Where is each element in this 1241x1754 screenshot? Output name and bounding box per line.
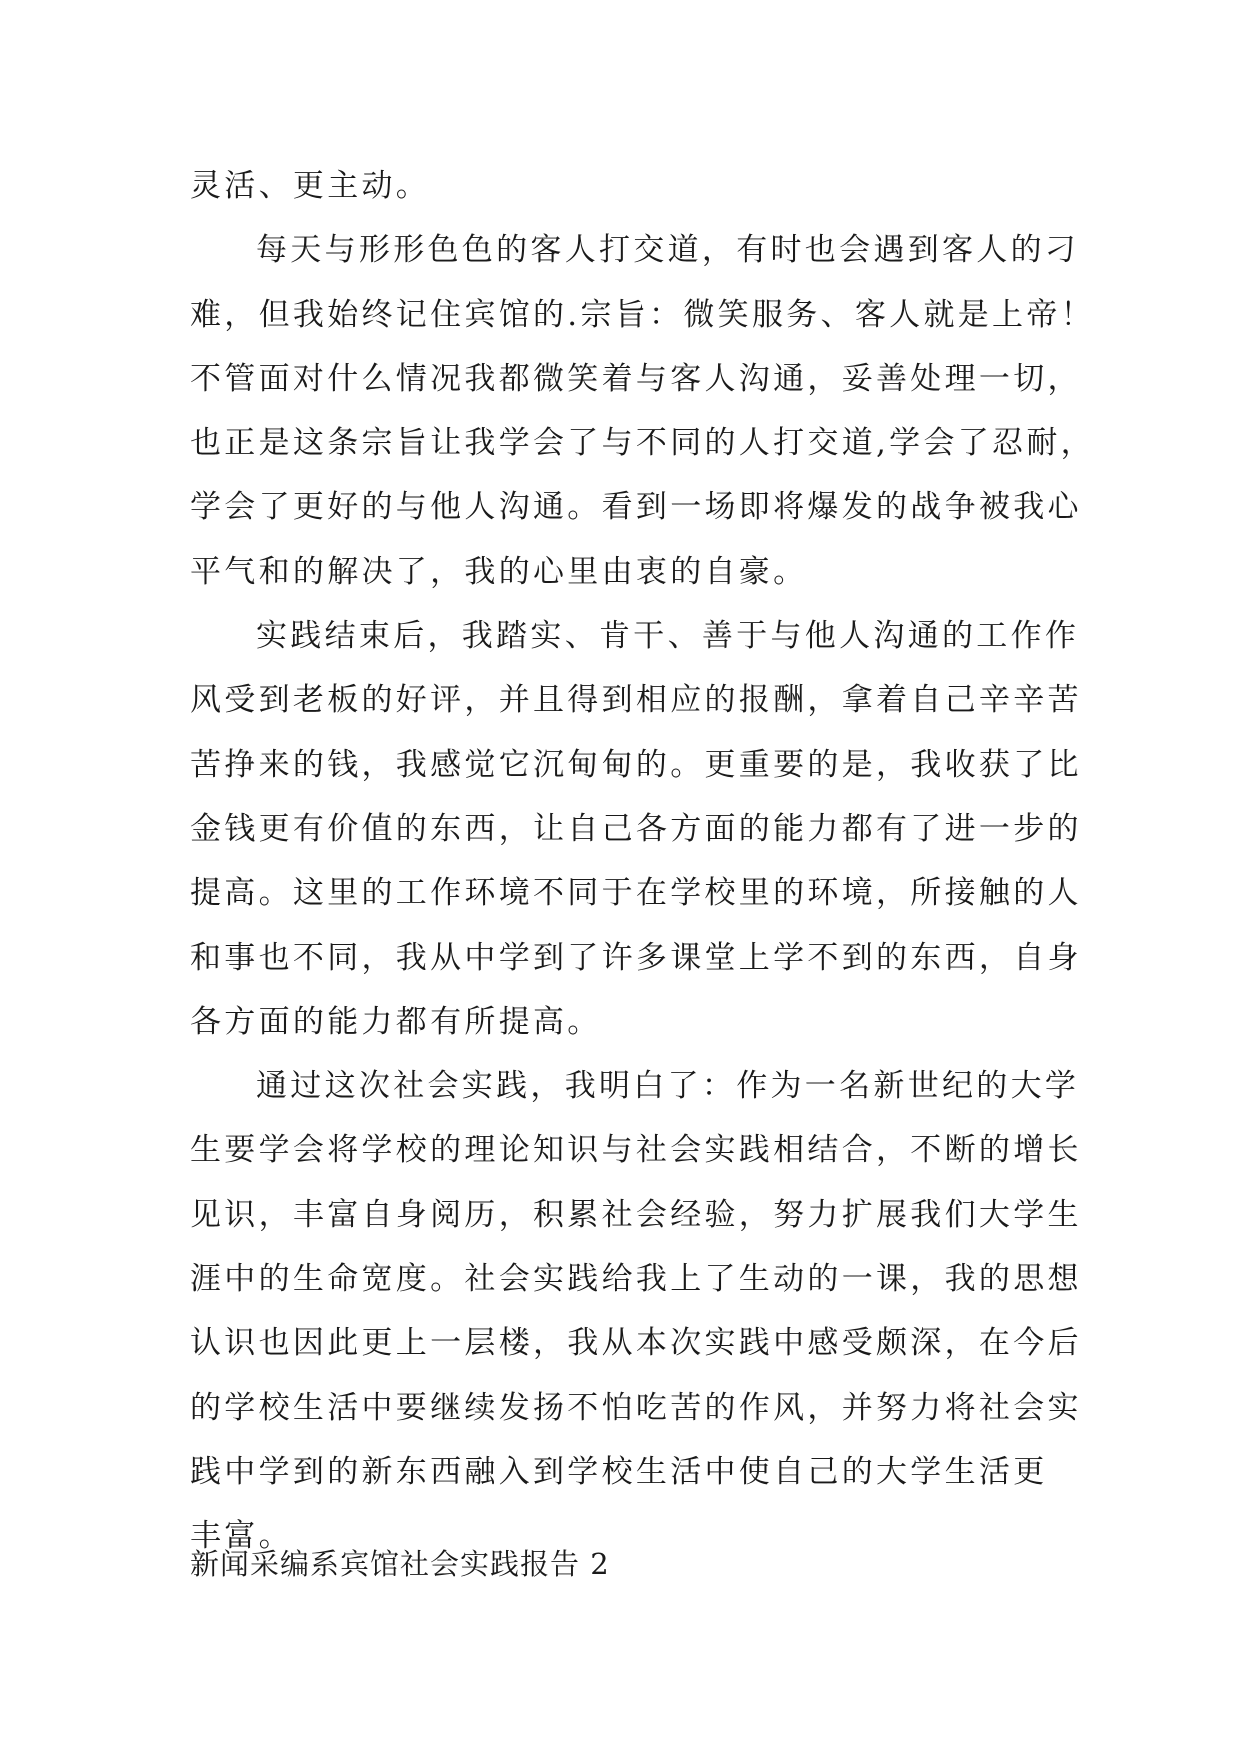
text-line: 每天与形形色色的客人打交道，有时也会遇到客人的刁: [256, 232, 1080, 269]
text-line: 也正是这条宗旨让我学会了与不同的人打交道,学会了忍耐，: [190, 425, 1095, 462]
body-text: [190, 154, 1095, 1569]
text-line: 提高。这里的工作环境不同于在学校里的环境，所接触的人: [190, 875, 1082, 912]
text-line: 风受到老板的好评，并且得到相应的报酬，拿着自己辛辛苦: [190, 682, 1082, 719]
text-line: 的学校生活中要继续发扬不怕吃苦的作风，并努力将社会实: [190, 1389, 1082, 1426]
text-line: 学会了更好的与他人沟通。看到一场即将爆发的战争被我心: [190, 489, 1082, 526]
text-line: 苦挣来的钱，我感觉它沉甸甸的。更重要的是，我收获了比: [190, 746, 1082, 783]
text-line: 金钱更有价值的东西，让自己各方面的能力都有了进一步的: [190, 810, 1082, 847]
text-line: 认识也因此更上一层楼，我从本次实践中感受颇深，在今后: [190, 1325, 1082, 1362]
text-line: 涯中的生命宽度。社会实践给我上了生动的一课，我的思想: [190, 1261, 1082, 1298]
text-line: 难，但我始终记住宾馆的.宗旨：微笑服务、客人就是上帝！: [190, 296, 1095, 333]
text-line: 通过这次社会实践，我明白了：作为一名新世纪的大学: [256, 1068, 1080, 1105]
text-line: 实践结束后，我踏实、肯干、善于与他人沟通的工作作: [256, 618, 1080, 655]
text-line: 生要学会将学校的理论知识与社会实践相结合，不断的增长: [190, 1132, 1082, 1169]
text-line: 丰富。: [190, 1518, 293, 1555]
text-line: 各方面的能力都有所提高。: [190, 1003, 602, 1040]
text-line: 和事也不同，我从中学到了许多课堂上学不到的东西，自身: [190, 939, 1082, 976]
text-line: 见识，丰富自身阅历，积累社会经验，努力扩展我们大学生: [190, 1196, 1082, 1233]
text-line: 灵活、更主动。: [190, 168, 431, 204]
text-line: 平气和的解决了，我的心里由衷的自豪。: [190, 553, 808, 590]
section-heading: 新闻采编系宾馆社会实践报告 2: [190, 1547, 610, 1581]
text-line: 不管面对什么情况我都微笑着与客人沟通，妥善处理一切，: [190, 360, 1082, 397]
text-line: 践中学到的新东西融入到学校生活中使自己的大学生活更: [190, 1453, 1048, 1490]
